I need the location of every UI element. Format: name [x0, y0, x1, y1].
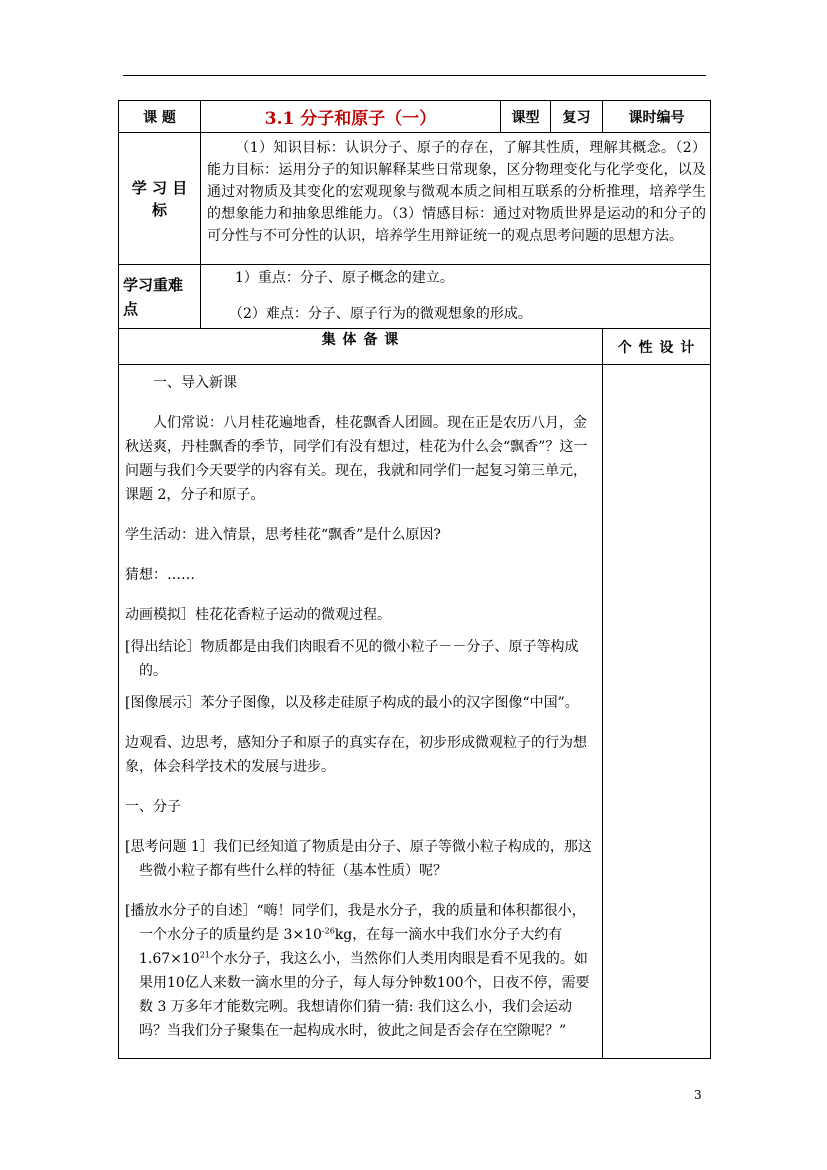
- section-head-row: [119, 329, 711, 365]
- student-activity: 学生活动：进入情景，思考桂花“飘香”是什么原因?: [125, 527, 441, 543]
- water-text-b: kg，在每一滴水中我们水分子大约有 1.67×10: [139, 927, 563, 967]
- goals-label: 学 习 目 标: [119, 133, 201, 265]
- key-points: [201, 265, 711, 329]
- personal-body: [603, 365, 711, 1059]
- question: [思考问题 1］我们已经知道了物质是由分子、原子等微小粒子构成的，那这些微小粒子都有些什么样的特征（基本性质）呢？: [125, 839, 592, 879]
- body-row: [119, 365, 711, 1059]
- water-exp-2: 21: [199, 950, 210, 960]
- goals-text: [201, 133, 711, 265]
- header-rule: [123, 75, 706, 76]
- animation: 动画模拟］桂花花香粒子运动的微观过程。: [125, 607, 391, 623]
- title-row: [119, 101, 711, 133]
- water-text-c: 个水分子，我这么小，当然你们人类用肉眼是看不见我的。如果用10亿人来数一滴水里的分子，每人每分钟数100个，日夜不停，需要数 3 万多年才能数完咧。我想请你们猜一猜: 我们这么小，我们会运动吗？当我们分子聚集在一起构成水时，彼此之间是否会存在空隙呢？”: [139, 951, 590, 1039]
- key-label: 学习重难点: [119, 265, 201, 329]
- water-monologue: [125, 899, 598, 1043]
- water-exp-1: -26: [321, 926, 335, 936]
- lesson-plan-table: [118, 100, 711, 1059]
- personal-label: 个 性 设 计: [603, 329, 711, 365]
- topic-label: 课 题: [119, 101, 201, 133]
- page-number: 3: [694, 1088, 702, 1102]
- observe: 边观看、边思考，感知分子和原子的真实存在，初步形成微观粒子的行为想象，体会科学技术的发展与进步。: [125, 735, 587, 775]
- type-label: 课型: [501, 101, 551, 133]
- molecule-heading: 一、分子: [125, 799, 181, 815]
- key-point: 1）重点：分子、原子概念的建立。: [235, 270, 454, 286]
- goals-row: [119, 133, 711, 265]
- hard-point: （2）难点：分子、原子行为的微观想象的形成。: [229, 306, 532, 322]
- image-show: [图像展示］苯分子图像，以及移走硅原子构成的最小的汉字图像“中国”。: [125, 695, 579, 711]
- guess: 猜想：……: [125, 567, 195, 583]
- collective-body: [119, 365, 603, 1059]
- key-row: [119, 265, 711, 329]
- collective-label: 集 体 备 课: [119, 329, 603, 365]
- lesson-number-label: 课时编号: [603, 101, 711, 133]
- goals-text-body: （1）知识目标：认识分子、原子的存在，了解其性质，理解其概念。（2）能力目标：运用分子的知识解释某些日常现象，区分物理变化与化学变化，以及通过对物质及其变化的宏观现象与微观本质之间相互联系的分析推理，培养学生的想象能力和抽象思维能力。（3）情感目标：通过对物质世界是运动的和分子的可分性与不可分性的认识，培养学生用辩证统一的观点思考问题的思想方法。: [207, 140, 706, 244]
- intro-paragraph: 人们常说：八月桂花遍地香，桂花飘香人团圆。现在正是农历八月，金秋送爽，丹桂飘香的季节，同学们有没有想过，桂花为什么会“飘香”？这一问题与我们今天要学的内容有关。现在，我就和同学们一起复习第三单元，课题 2，分子和原子。: [125, 415, 588, 503]
- type-value: 复习: [551, 101, 603, 133]
- conclusion: [得出结论］物质都是由我们肉眼看不见的微小粒子－－分子、原子等构成的。: [125, 639, 579, 679]
- lesson-title: 3.1 分子和原子（一）: [201, 101, 501, 133]
- intro-heading: 一、导入新课: [153, 375, 237, 391]
- water-text-a: [播放水分子的自述］“嗨！同学们，我是水分子，我的质量和体积都很小，一个水分子的质量约是 3×10: [125, 903, 586, 943]
